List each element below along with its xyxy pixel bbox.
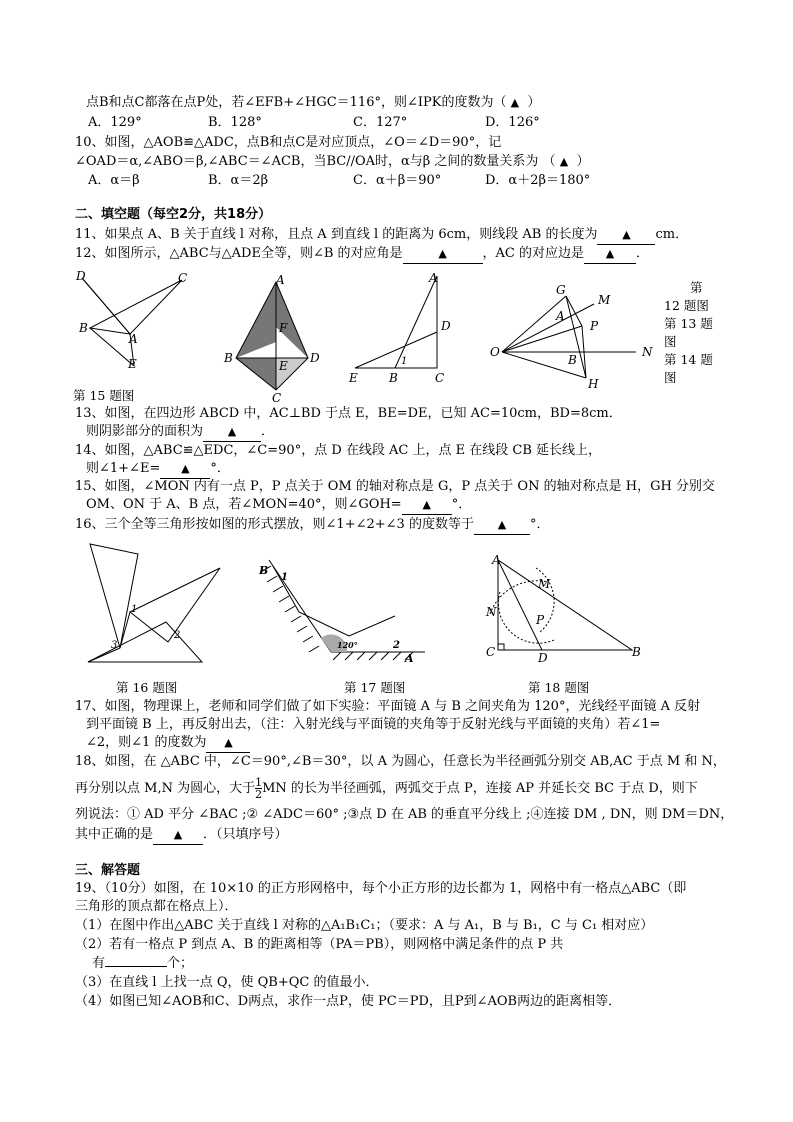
f15-label-n: N	[642, 345, 653, 359]
q17-line1: 17、如图，物理课上，老师和同学们做了如下实验：平面镜 A 与 B 之间夹角为 120°，光线经平面镜 A 反射	[75, 699, 701, 714]
q9-stem: 点B和点C都落在点P处，若∠EFB+∠HGC＝116°，则∠IPK的度数为（ ▲ ）	[86, 95, 541, 110]
f15-label-g: G	[556, 284, 566, 297]
q14-line1: 14、如图，△ABC≌△EDC，∠C=90°，点 D 在线段 AC 上，点 E 在线段 CB 延长线上，	[75, 443, 601, 458]
f13-label-a: A	[276, 273, 285, 287]
f16-label-3: 3	[111, 640, 118, 651]
f18-label-n: N	[486, 605, 497, 619]
q11: 11、如果点 A、B 关于直线 l 对称，且点 A 到直线 l 的距离为 6cm，则线段 AB 的长度为 ▲ cm．	[75, 226, 688, 245]
q15-line2: OM、ON 于 A、B 点，若∠MON=40°，则∠GOH= ▲ °．	[86, 496, 471, 515]
f18-label-d: D	[538, 651, 548, 664]
q19-part2b: 有 个；	[92, 956, 194, 971]
q18-line4: 其中正确的是 ▲ ．（只填序号）	[75, 826, 288, 845]
f15-label-a: A	[556, 309, 565, 323]
f18-label-a: A	[492, 553, 501, 567]
f15-label-p: P	[590, 319, 599, 333]
q19-part4: （4）如图已知∠AOB和C、D两点，求作一点P，使 PC＝PD，且P到∠AOB两边的距离相等．	[75, 994, 622, 1009]
caption-15: 第 15 题图	[73, 388, 135, 403]
f14-label-e: E	[349, 371, 358, 385]
f17-label-1: 1	[281, 572, 288, 583]
side-caption-1: 第	[690, 280, 703, 295]
f13-label-e: E	[279, 359, 288, 373]
f15-label-h: H	[588, 377, 599, 391]
q18-line3: 列说法：① AD 平分 ∠BAC ;② ∠ADC＝60° ;③点 D 在 AB 的垂直平分线上 ;④连接 DM , DN，则 DM＝DN，	[75, 807, 734, 822]
figure-18	[480, 552, 650, 664]
q10-line2: ∠OAD＝α,∠ABO＝β,∠ABC＝∠ACB，当BC//OA时，α与β 之间的数量关系为 （ ▲ ）	[75, 154, 590, 169]
f14-label-a: A	[429, 272, 438, 285]
q19-part1: （1）在图中作出△ABC 关于直线 l 对称的△A₁B₁C₁；（要求：A 与 A₁，B 与 B₁，C 与 C₁ 相对应）	[75, 918, 654, 933]
f18-label-m: M	[538, 577, 551, 591]
q19-part3: （3）在直线 l 上找一点 Q，使 QB+QC 的值最小．	[75, 975, 379, 990]
q17-line3: ∠2，则∠1 的度数为 ▲	[86, 734, 250, 753]
side-caption-3: 第 13 题	[664, 316, 713, 331]
side-caption-5: 第 14 题	[664, 352, 713, 367]
f16-label-2: 2	[174, 630, 181, 641]
q19-part2: （2）若有一格点 P 到点 A、B 的距离相等（PA＝PB），则网格中满足条件的点 P 共	[75, 937, 564, 952]
fraction-half: $\frac{1}{2}$	[255, 776, 263, 801]
figure-12	[74, 270, 204, 378]
q14-line2: 则∠1+∠E= ▲ °．	[86, 460, 230, 479]
f14-label-c: C	[435, 371, 445, 385]
f17-label-a: A	[405, 652, 414, 662]
f17-label-2: 2	[393, 640, 400, 651]
q13-line1: 13、如图，在四边形 ABCD 中，AC⊥BD 于点 E，BE=DE，已知 AC=10cm，BD=8cm．	[75, 406, 622, 421]
q17-line2: 到平面镜 B 上，再反射出去，（注：入射光线与平面镜的夹角等于反射光线与平面镜的夹角）若∠1=	[86, 717, 661, 732]
f15-label-o: O	[490, 345, 500, 359]
caption-18: 第 18 题图	[528, 680, 590, 695]
q19-line1: 19、（10分）如图，在 10×10 的正方形网格中，每个小正方形的边长都为 1，网格中有一格点△ABC（即	[75, 881, 687, 896]
side-caption-2: 12 题图	[664, 298, 709, 313]
side-caption-6: 图	[664, 370, 677, 385]
f12-label-d: D	[76, 270, 86, 283]
q12: 12、如图所示，△ABC与△ADE全等，则∠B 的对应角是 ▲ ，AC 的对应边是 ▲ ．	[75, 245, 649, 264]
f16-label-1: 1	[131, 604, 138, 615]
side-caption-4: 图	[664, 334, 677, 349]
figure-17	[255, 552, 430, 662]
f14-label-b: B	[389, 371, 398, 385]
caption-17: 第 17 题图	[344, 680, 406, 695]
figure-15	[486, 284, 656, 394]
f15-label-m: M	[598, 293, 611, 307]
q13-line2: 则阴影部分的面积为 ▲ ．	[86, 423, 274, 442]
q15-line1: 15、如图，∠MON 内有一点 P，P 点关于 OM 的轴对称点是 G，P 点关于 ON 的轴对称点是 H，GH 分别交	[75, 479, 715, 494]
figure-16	[86, 538, 231, 668]
f13-label-b: B	[224, 351, 233, 365]
q18-line1: 18、如图，在 △ABC 中，∠C＝90°,∠B＝30°，以 A 为圆心，任意长为半径画弧分别交 AB,AC 于点 M 和 N，	[75, 754, 726, 769]
f12-label-c: C	[178, 271, 188, 285]
q10-line1: 10、如图，△AOB≌△ADC，点B和点C是对应顶点，∠O＝∠D＝90°，记	[75, 135, 502, 150]
section-fill-blank-heading: 二、填空题（每空2分，共18分）	[75, 207, 272, 222]
f15-label-b: B	[568, 353, 577, 367]
f13-label-d: D	[310, 351, 320, 365]
f17-label-120: 120°	[337, 640, 358, 650]
f12-label-e: E	[128, 357, 137, 371]
f17-label-b: B	[259, 564, 269, 577]
figure-14	[345, 272, 465, 387]
q18-line2: 再分别以点 M,N 为圆心，大于 $\frac{1}{2}$ MN 的长为半径画弧，两弧交于点 P，连接 AP 并延长交 BC 于点 D，则下	[75, 776, 698, 801]
q16: 16、三个全等三角形按如图的形式摆放，则∠1+∠2+∠3 的度数等于 ▲ °．	[75, 516, 549, 535]
f18-label-b: B	[632, 645, 641, 659]
f14-label-1: 1	[401, 356, 408, 367]
f12-label-a: A	[129, 332, 138, 346]
f12-label-b: B	[79, 321, 88, 335]
f18-label-p: P	[536, 613, 545, 627]
q19-line2: 三角形的顶点都在格点上）．	[75, 899, 238, 914]
section-answer-heading: 三、解答题	[75, 863, 141, 878]
figure-13	[222, 272, 332, 402]
caption-16: 第 16 题图	[116, 680, 178, 695]
f13-label-c: C	[272, 391, 282, 402]
f13-label-f: F	[279, 321, 288, 335]
f14-label-d: D	[441, 319, 451, 333]
f18-label-c: C	[486, 645, 496, 659]
